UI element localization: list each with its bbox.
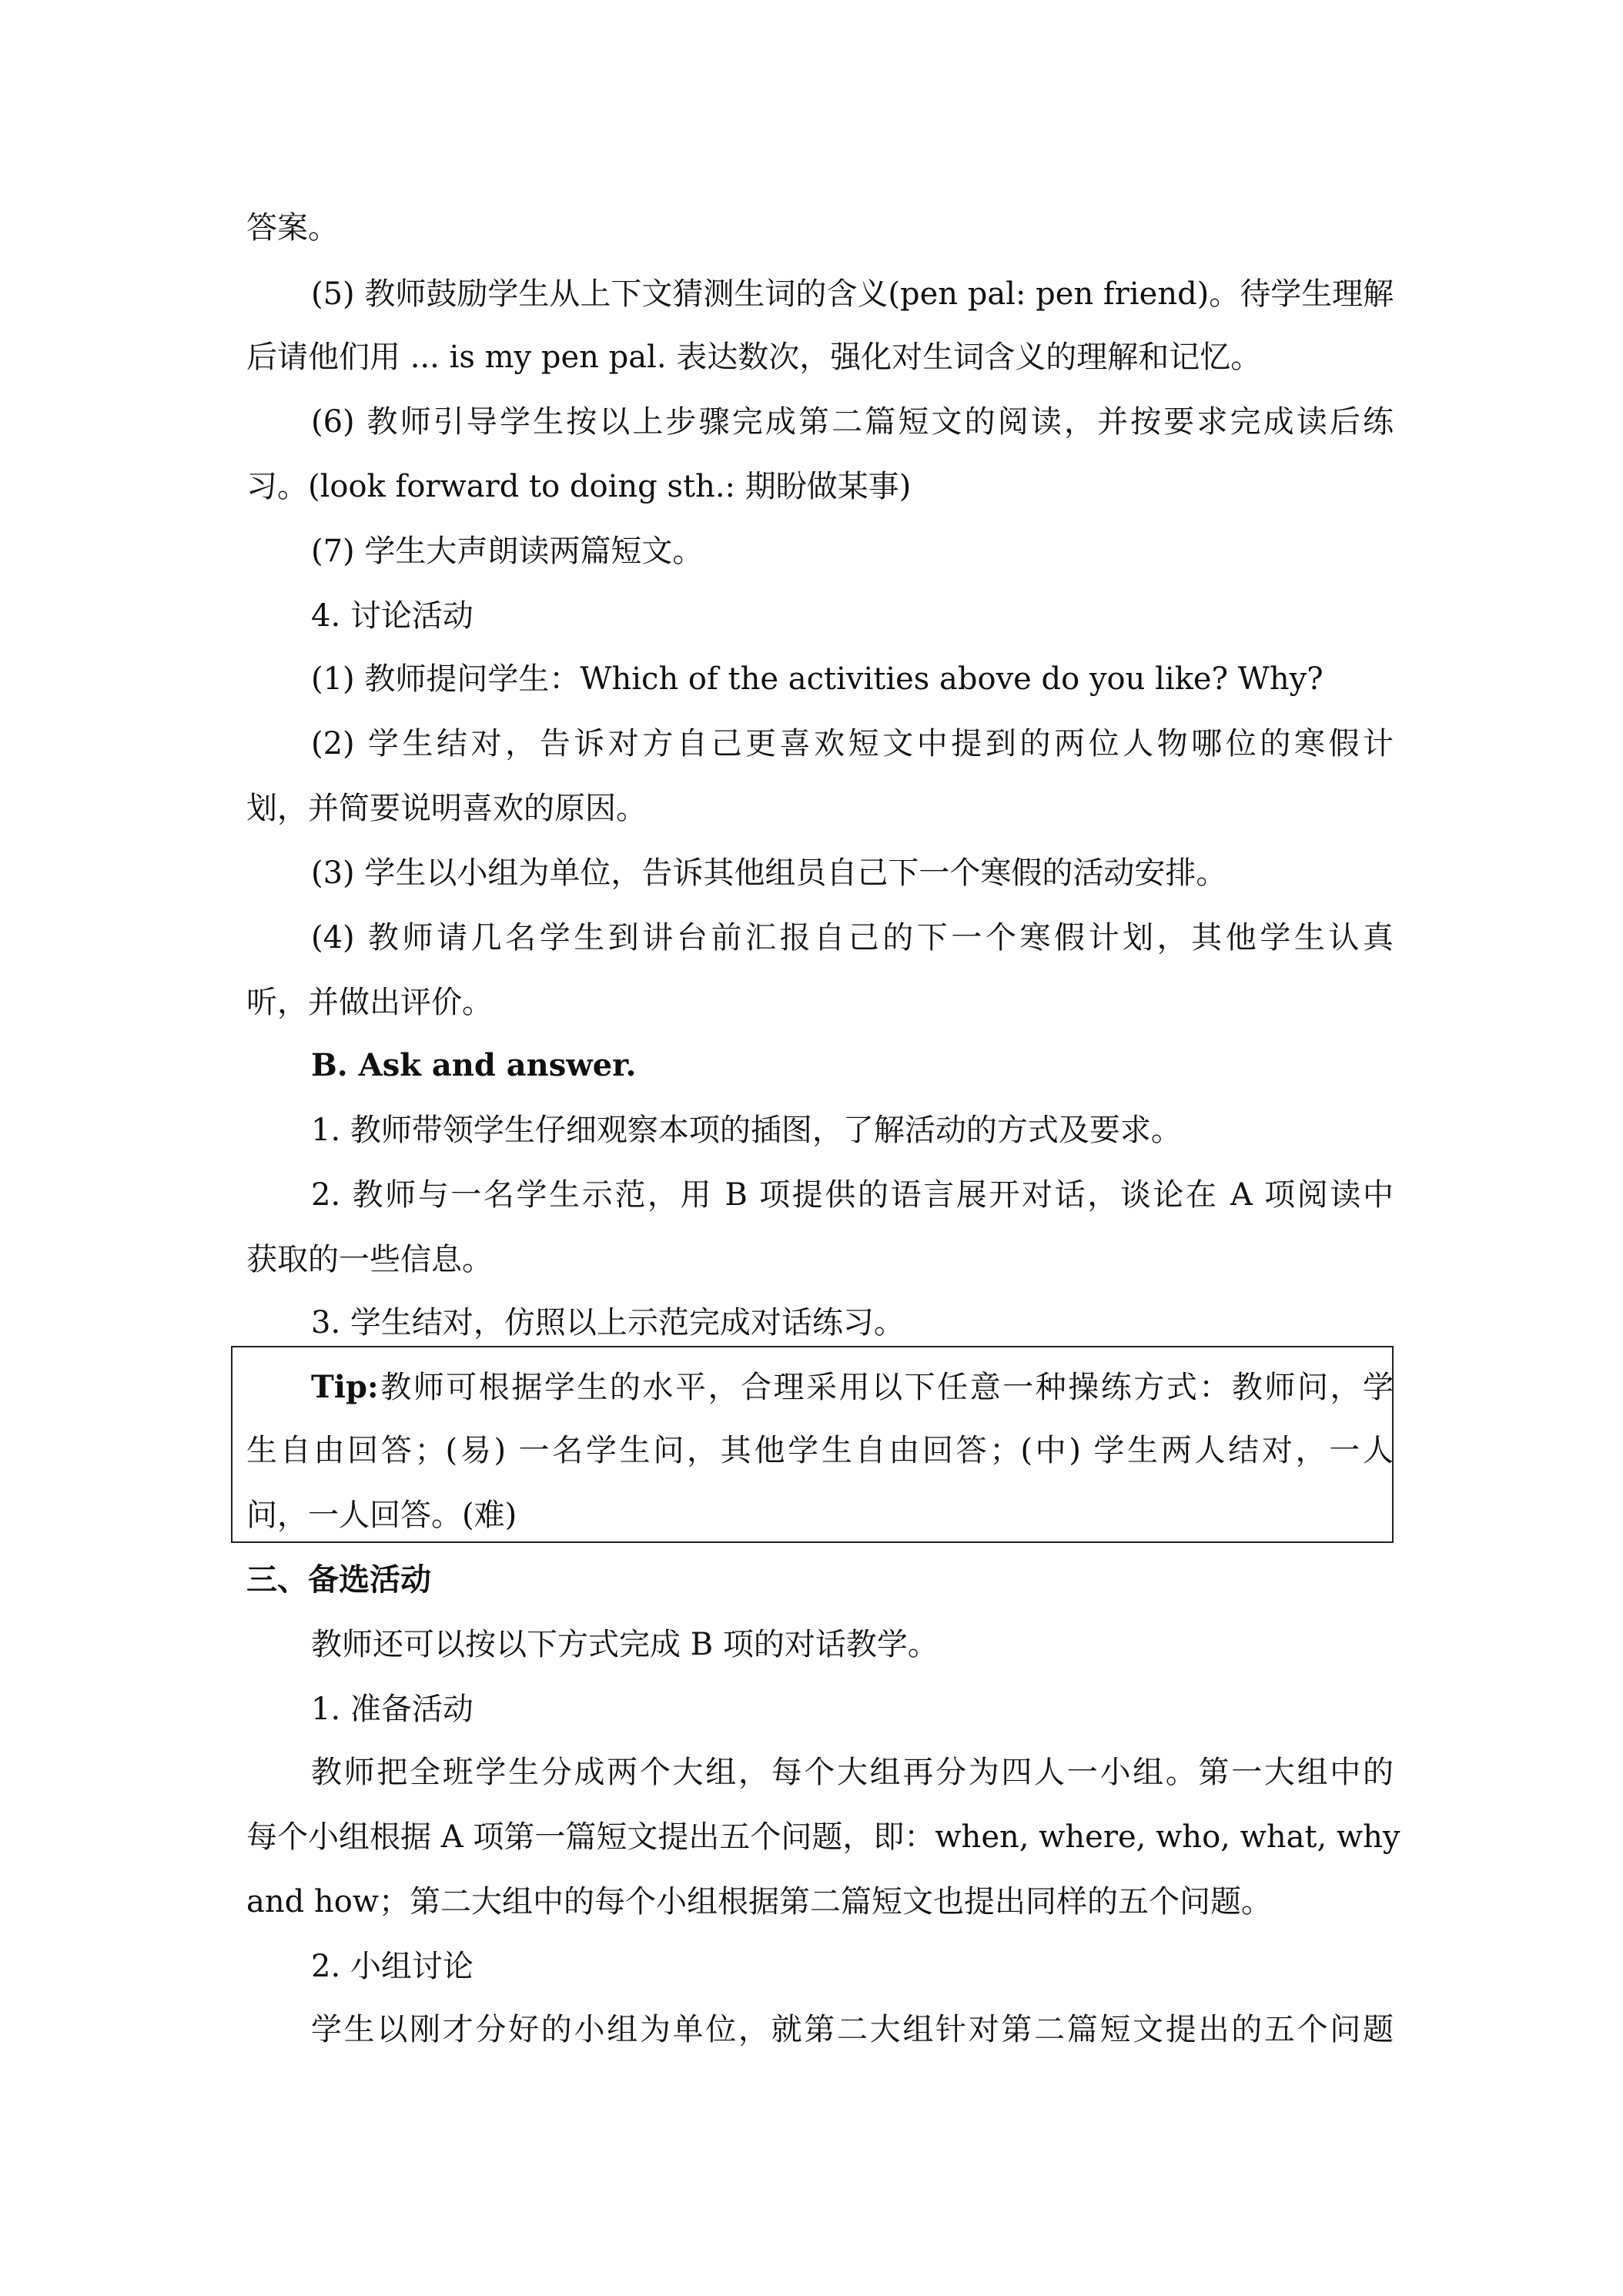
text-line: 教师把全班学生分成两个大组，每个大组再分为四人一小组。第一大组中的 xyxy=(311,1755,1394,1790)
text-line: 2. 小组讨论 xyxy=(311,1949,474,1984)
tip-line: 生自由回答；(易) 一名学生问，其他学生自由回答；(中) 学生两人结对，一人 xyxy=(246,1433,1394,1468)
text-line: 学生以刚才分好的小组为单位，就第二大组针对第二篇短文提出的五个问题 xyxy=(311,2012,1394,2047)
text-line: 获取的一些信息。 xyxy=(246,1242,493,1277)
section-heading-b: B. Ask and answer. xyxy=(311,1047,637,1083)
tip-line: 问，一人回答。(难) xyxy=(246,1498,517,1533)
text-line: 4. 讨论活动 xyxy=(311,598,474,634)
tip-text: 教师可根据学生的水平，合理采用以下任意一种操练方式：教师问，学 xyxy=(378,1370,1394,1405)
text-line: (7) 学生大声朗读两篇短文。 xyxy=(311,534,704,569)
text-line: (4) 教师请几名学生到讲台前汇报自己的下一个寒假计划，其他学生认真 xyxy=(311,920,1394,956)
text-line: (6) 教师引导学生按以上步骤完成第二篇短文的阅读，并按要求完成读后练 xyxy=(311,404,1394,440)
text-line: 1. 教师带领学生仔细观察本项的插图，了解活动的方式及要求。 xyxy=(311,1113,1182,1148)
text-line: 1. 准备活动 xyxy=(311,1692,474,1727)
text-line: 听，并做出评价。 xyxy=(246,985,493,1020)
text-line: (5) 教师鼓励学生从上下文猜测生词的含义(pen pal: pen friend)。待学生理解 xyxy=(311,276,1394,312)
text-line: (3) 学生以小组为单位，告诉其他组员自己下一个寒假的活动安排。 xyxy=(311,855,1227,891)
section-heading-3: 三、备选活动 xyxy=(246,1561,431,1598)
text-line: 答案。 xyxy=(246,210,339,246)
text-line: 习。(look forward to doing sth.: 期盼做某事) xyxy=(246,469,912,504)
text-line: (2) 学生结对，告诉对方自己更喜欢短文中提到的两位人物哪位的寒假计 xyxy=(311,726,1394,761)
text-line: 后请他们用 ... is my pen pal. 表达数次，强化对生词含义的理解和记忆。 xyxy=(246,340,1262,375)
text-line: (1) 教师提问学生：Which of the activities above do you like? Why? xyxy=(311,661,1323,697)
text-line: and how；第二大组中的每个小组根据第二篇短文也提出同样的五个问题。 xyxy=(246,1884,1273,1919)
tip-label: Tip: xyxy=(311,1369,379,1405)
tip-line xyxy=(311,1364,1394,1411)
text-line: 2. 教师与一名学生示范，用 B 项提供的语言展开对话，谈论在 A 项阅读中 xyxy=(311,1177,1394,1213)
text-line: 划，并简要说明喜欢的原因。 xyxy=(246,791,647,826)
text-line: 教师还可以按以下方式完成 B 项的对话教学。 xyxy=(311,1627,939,1662)
text-line: 3. 学生结对，仿照以上示范完成对话练习。 xyxy=(311,1305,905,1340)
text-line: 每个小组根据 A 项第一篇短文提出五个问题，即：when, where, who, what, why xyxy=(246,1819,1400,1855)
